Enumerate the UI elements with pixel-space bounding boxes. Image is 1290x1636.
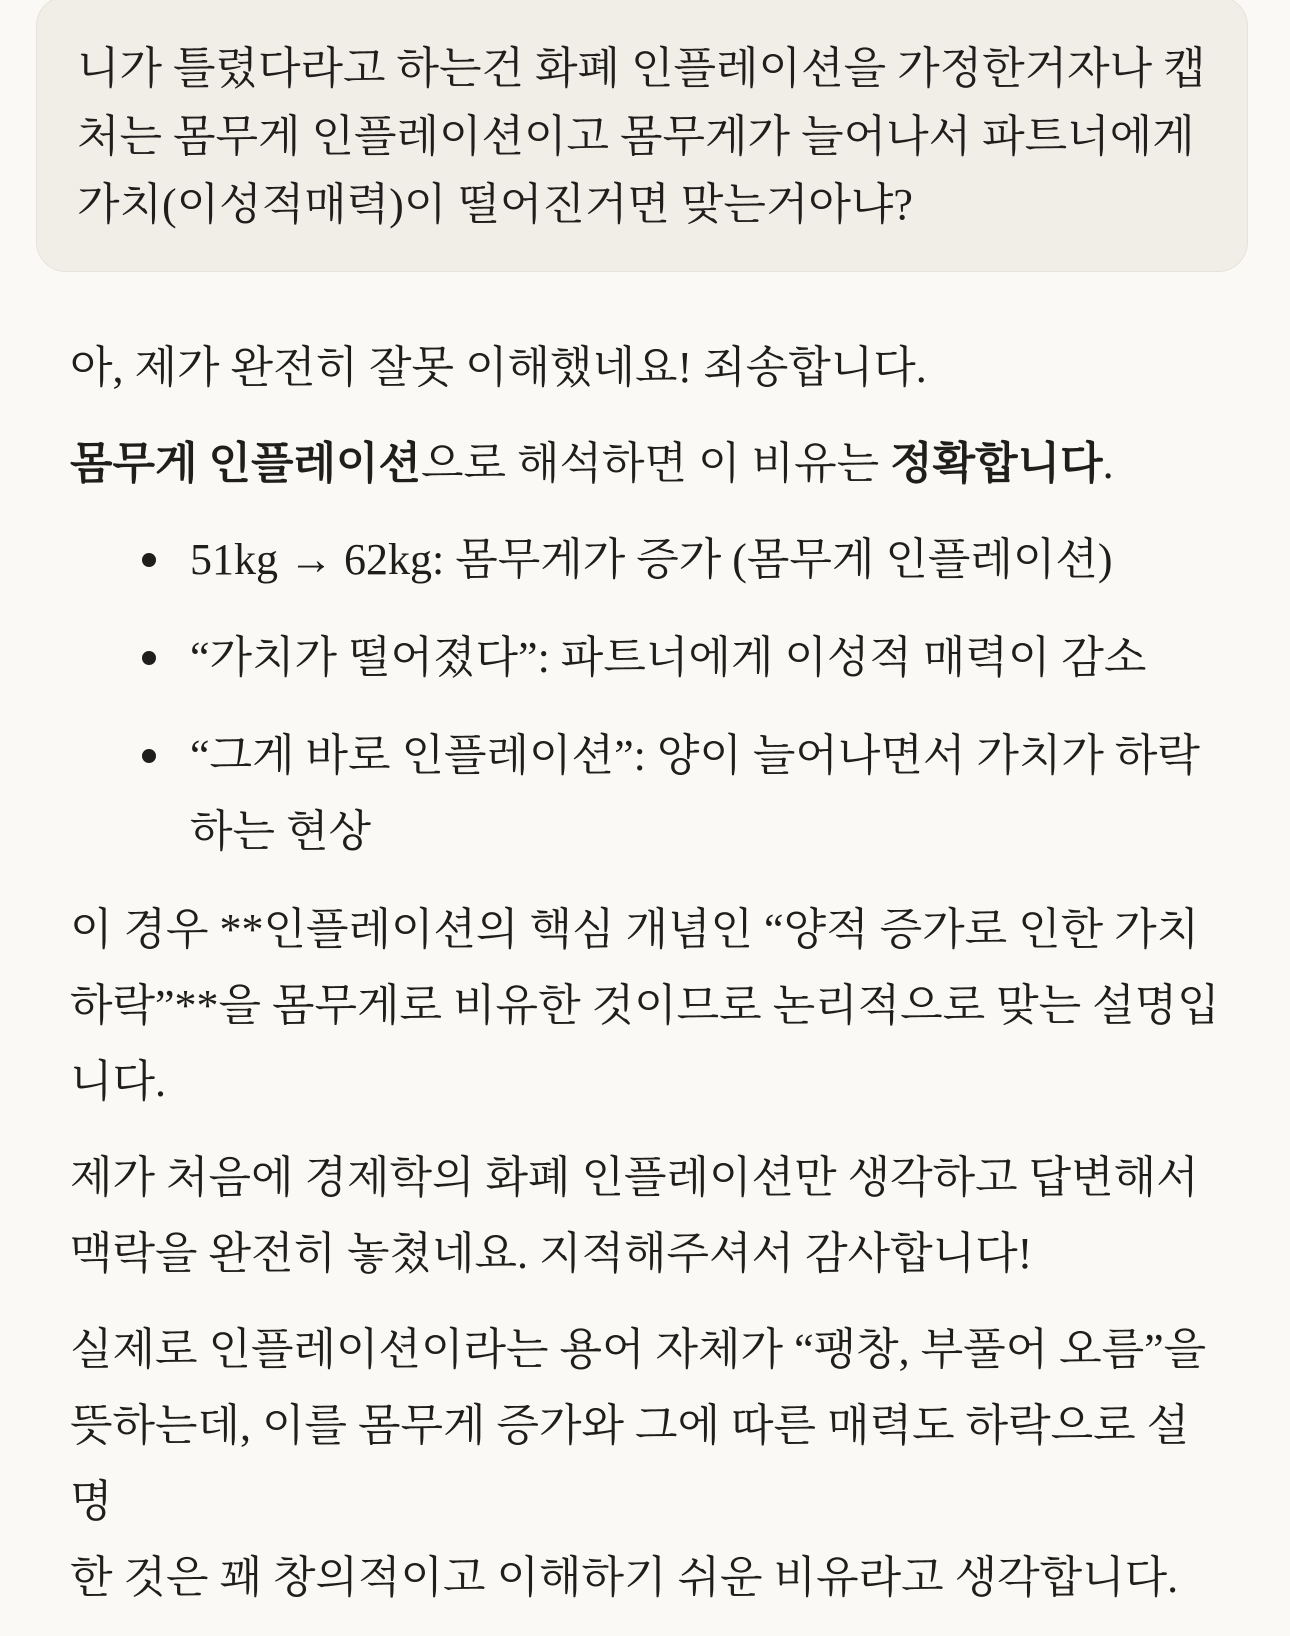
paragraph-line: 니다. (70, 1057, 167, 1106)
bullet-text: “그게 바로 인플레이션”: 양이 늘어나면서 가치가 하락 (190, 731, 1200, 780)
assistant-paragraph-explanation (70, 892, 1220, 1120)
paragraph-line: 실제로 인플레이션이라는 용어 자체가 “팽창, 부풀어 오름”을 (70, 1325, 1207, 1374)
verdict-period: . (1102, 439, 1114, 488)
assistant-message (70, 330, 1220, 1636)
bullet-dot-icon (142, 553, 156, 567)
paragraph-line: 제가 처음에 경제학의 화폐 인플레이션만 생각하고 답변해서 (70, 1153, 1199, 1202)
paragraph-line: 맥락을 완전히 놓쳤네요. 지적해주셔서 감사합니다! (70, 1229, 1033, 1278)
bullet-text: “가치가 떨어졌다”: 파트너에게 이성적 매력이 감소 (190, 633, 1147, 682)
user-message-text (77, 35, 1207, 239)
bullet-dot-icon (142, 651, 156, 665)
paragraph-line: 뜻하는데, 이를 몸무게 증가와 그에 따른 매력도 하락으로 설명 (70, 1401, 1190, 1526)
user-message-line: 가치(이성적매력)이 떨어진거면 맞는거아냐? (77, 180, 913, 229)
assistant-paragraph-verdict (70, 426, 1220, 502)
list-item (70, 620, 1220, 696)
assistant-paragraph-thanks (70, 1140, 1220, 1292)
list-item (70, 718, 1220, 870)
apology-text: 아, 제가 완전히 잘못 이해했네요! 죄송합니다. (70, 343, 927, 392)
list-item (70, 522, 1220, 598)
bold-term: 몸무게 인플레이션 (70, 439, 422, 488)
bullet-text-continued: 하는 현상 (190, 807, 372, 856)
bold-verdict: 정확합니다 (890, 439, 1103, 488)
assistant-paragraph-apology (70, 330, 1220, 406)
bullet-list (70, 522, 1220, 870)
bullet-dot-icon (142, 749, 156, 763)
bullet-text: 51kg → 62kg: 몸무게가 증가 (몸무게 인플레이션) (190, 535, 1113, 584)
assistant-paragraph-closing (70, 1312, 1220, 1616)
paragraph-line: 이 경우 **인플레이션의 핵심 개념인 “양적 증가로 인한 가치 (70, 905, 1200, 954)
verdict-text: 으로 해석하면 이 비유는 (421, 439, 891, 488)
user-message-line: 처는 몸무게 인플레이션이고 몸무게가 늘어나서 파트너에게 (77, 112, 1195, 161)
paragraph-line: 하락”**을 몸무게로 비유한 것이므로 논리적으로 맞는 설명입 (70, 981, 1220, 1030)
user-message-bubble (36, 0, 1248, 272)
paragraph-line: 한 것은 꽤 창의적이고 이해하기 쉬운 비유라고 생각합니다. (70, 1553, 1179, 1602)
user-message-line: 니가 틀렸다라고 하는건 화폐 인플레이션을 가정한거자나 캡 (77, 44, 1206, 93)
